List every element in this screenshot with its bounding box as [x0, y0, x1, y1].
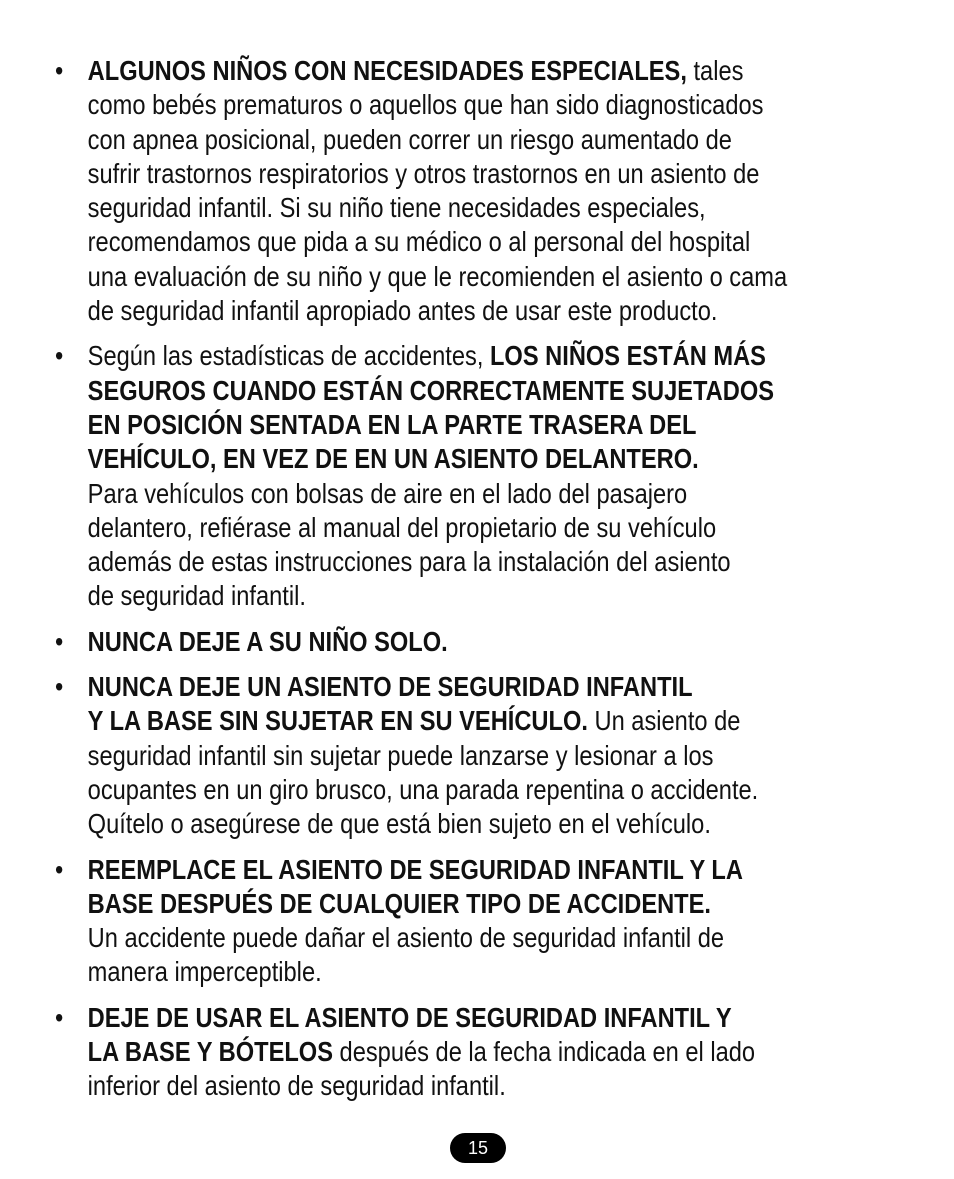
list-item [55, 339, 948, 613]
page-number-badge: 15 [450, 1133, 506, 1163]
item-body-text: después de la fecha indicada en el lado inferior del asiento de seguridad infantil. [87, 1036, 756, 1102]
item-text [88, 54, 948, 328]
item-body-text: Un asiento de seguridad infantil sin sujetar puede lanzarse y lesionar a los ocupantes en un giro brusco, una parada repentina o accidente. Quítelo o asegúrese de que está bien sujeto en el vehículo. [87, 705, 759, 840]
list-item [55, 625, 948, 659]
item-bold-text: REEMPLACE EL ASIENTO DE SEGURIDAD INFANTIL Y LA BASE DESPUÉS DE CUALQUIER TIPO DE ACCIDENTE. [87, 853, 743, 919]
bullet: • [55, 853, 64, 885]
item-text [88, 625, 948, 659]
item-bold-text: LOS NIÑOS ESTÁN MÁS SEGUROS CUANDO ESTÁN CORRECTAMENTE SUJETADOS EN POSICIÓN SENTADA EN LA PARTE TRASERA DEL VEHÍCULO, EN VEZ DE EN UN ASIENTO DELANTERO. [87, 340, 775, 475]
item-bold-text: DEJE DE USAR EL ASIENTO DE SEGURIDAD INFANTIL Y LA BASE Y BÓTELOS [87, 1001, 732, 1068]
item-body-text: tales como bebés prematuros o aquellos que han sido diagnosticados con apnea posicional, pueden correr un riesgo aumentado de sufrir trastornos respiratorios y otros trastornos en un asiento de seguridad infantil. Si su niño tiene necesidades especiales, recomendamos que pida a su médico o al personal del hospital una evaluación de su niño y que le recomienden el asiento o cama de seguridad infantil apropiado antes de usar este producto. [87, 55, 788, 327]
item-text [88, 853, 948, 990]
item-text [88, 670, 948, 841]
item-bold-text: NUNCA DEJE UN ASIENTO DE SEGURIDAD INFANTIL Y LA BASE SIN SUJETAR EN SU VEHÍCULO. [87, 671, 693, 737]
warning-list [55, 54, 788, 1115]
list-item [55, 54, 948, 328]
bullet: • [55, 625, 64, 657]
list-item [55, 853, 948, 990]
item-bold-text: ALGUNOS NIÑOS CON NECESIDADES ESPECIALES, [87, 55, 687, 86]
bullet: • [55, 340, 64, 372]
bullet: • [55, 55, 64, 86]
item-text [88, 339, 948, 613]
bullet: • [55, 671, 64, 703]
item-text [88, 1001, 948, 1104]
item-body-text: Para vehículos con bolsas de aire en el lado del pasajero delantero, refiérase al manual del propietario de su vehículo además de estas instrucciones para la instalación del asiento de seguridad infantil. [87, 477, 731, 612]
list-item [55, 1001, 948, 1104]
item-body-text: Un accidente puede dañar el asiento de seguridad infantil de manera imperceptible. [87, 922, 725, 988]
item-lead-text: Según las estadísticas de accidentes, [87, 340, 490, 372]
list-item [55, 670, 948, 841]
bullet: • [55, 1001, 64, 1033]
item-bold-text: NUNCA DEJE A SU NIÑO SOLO. [87, 625, 448, 657]
